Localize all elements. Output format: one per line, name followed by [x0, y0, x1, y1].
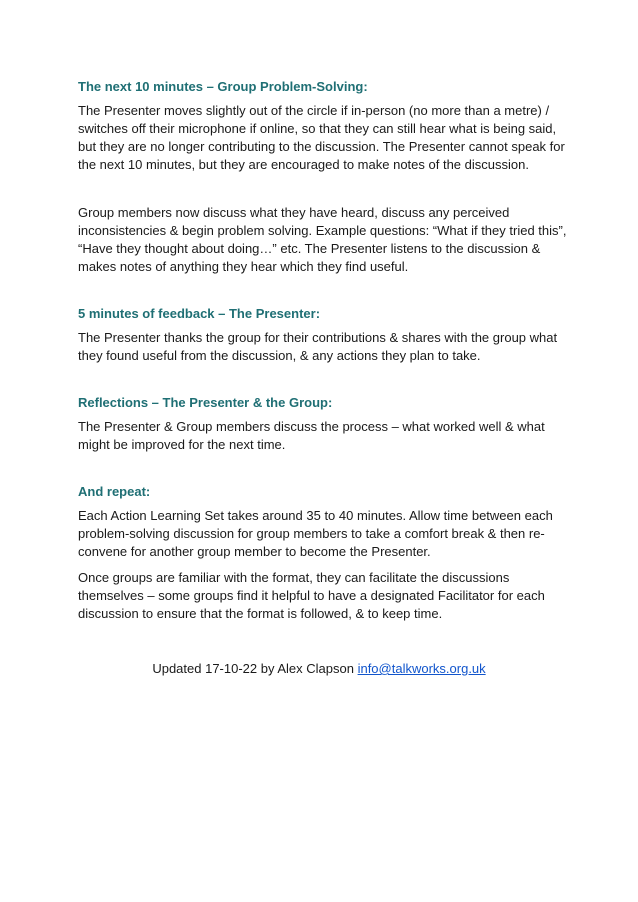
footer — [0, 660, 638, 678]
footer-line — [152, 660, 485, 678]
paragraph: The Presenter & Group members discuss the process – what worked well & what might be improved for the next time. — [78, 419, 545, 452]
section-heading: Reflections – The Presenter & the Group: — [78, 395, 333, 410]
section-heading: The next 10 minutes – Group Problem-Solving: — [78, 79, 368, 94]
section-feedback — [78, 306, 568, 365]
document-body — [78, 79, 568, 623]
email-link[interactable]: info@talkworks.org.uk — [357, 661, 486, 676]
section-group-problem-solving — [78, 79, 568, 276]
section-heading: 5 minutes of feedback – The Presenter: — [78, 306, 321, 321]
section-reflections — [78, 395, 568, 454]
paragraph: The Presenter moves slightly out of the circle if in-person (no more than a metre) / switches off their microphone if online, so that they can still hear what is being said, but they are no longer contributing to the discussion. The Presenter cannot speak for the next 10 minutes, but they are encouraged to make notes of the discussion. — [78, 103, 565, 172]
paragraph: Each Action Learning Set takes around 35 to 40 minutes. Allow time between each problem-solving discussion for group members to take a comfort break & then re-convene for another group member to become the Presenter. — [78, 508, 553, 559]
paragraph: The Presenter thanks the group for their contributions & shares with the group what they found useful from the discussion, & any actions they plan to take. — [78, 330, 558, 363]
paragraph: Once groups are familiar with the format, they can facilitate the discussions themselves – some groups find it helpful to have a designated Facilitator for each discussion to ensure that the format is followed, & to keep time. — [78, 570, 545, 621]
footer-text: Updated 17-10-22 by Alex Clapson — [152, 661, 358, 676]
section-and-repeat — [78, 484, 568, 623]
section-heading: And repeat: — [78, 484, 151, 499]
paragraph: Group members now discuss what they have heard, discuss any perceived inconsistencies & begin problem solving. Example questions: “What if they tried this”, “Have they thought about doing…” etc. The Presenter listens to the discussion & makes notes of anything they hear which they find useful. — [78, 205, 567, 274]
